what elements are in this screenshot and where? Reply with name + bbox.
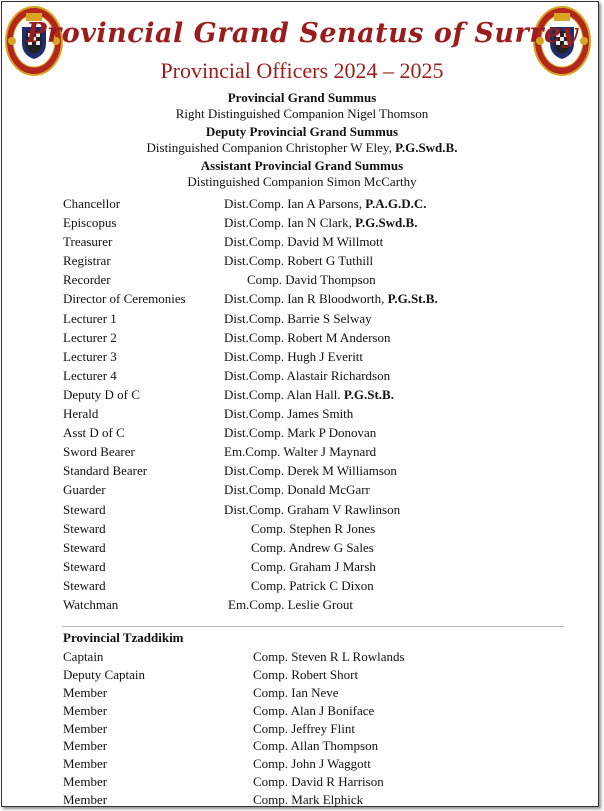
officer-row <box>0 385 604 404</box>
tzaddikim-role: Member <box>63 702 108 718</box>
officer-row <box>0 289 604 308</box>
tzaddikim-name: Comp. David R Harrison <box>253 774 384 790</box>
tzaddikim-row <box>0 702 604 720</box>
officer-role: Lecturer 1 <box>63 310 117 326</box>
officer-row <box>0 538 604 557</box>
officer-role: Watchman <box>63 596 119 612</box>
officer-role: Episcopus <box>63 215 117 231</box>
tzaddikim-row <box>0 684 604 702</box>
officer-name: Dist.Comp. Graham V Rawlinson <box>224 501 401 517</box>
officer-name: Em.Comp. Leslie Grout <box>228 596 353 612</box>
tzaddikim-role: Member <box>63 684 108 700</box>
head-name: Distinguished Companion Christopher W Eley, P.G.Swd.B. <box>146 140 458 155</box>
officer-role: Lecturer 4 <box>63 367 117 383</box>
officer-row <box>0 328 604 347</box>
tzaddikim-row <box>0 773 604 791</box>
officer-name: Dist.Comp. Robert M Anderson <box>224 329 391 345</box>
tzaddikim-row <box>0 737 604 755</box>
officer-role: Chancellor <box>63 196 121 211</box>
head-assistant-summus <box>0 158 604 190</box>
tzaddikim-role: Member <box>63 792 108 808</box>
officer-row <box>0 404 604 423</box>
officer-role: Recorder <box>63 272 111 288</box>
officer-name: Comp. Graham J Marsh <box>251 558 376 574</box>
tzaddikim-name: Comp. Allan Thompson <box>253 738 379 754</box>
head-deputy-summus <box>0 124 604 156</box>
head-title: Provincial Grand Summus <box>227 90 377 105</box>
officer-role: Steward <box>63 577 106 593</box>
officer-role: Sword Bearer <box>63 444 135 460</box>
officer-role: Steward <box>63 501 106 517</box>
officer-name: Comp. Patrick C Dixon <box>251 577 374 593</box>
officer-row <box>0 194 604 213</box>
officer-role: Lecturer 2 <box>63 329 117 345</box>
officer-row <box>0 270 604 289</box>
officer-row <box>0 232 604 251</box>
officer-role: Standard Bearer <box>63 463 148 479</box>
tzaddikim-name: Comp. Steven R L Rowlands <box>253 649 405 664</box>
officer-row <box>0 366 604 385</box>
officer-row <box>0 576 604 595</box>
tzaddikim-role: Captain <box>63 649 104 664</box>
officer-row <box>0 213 604 232</box>
officer-name: Comp. David Thompson <box>247 272 376 288</box>
tzaddikim-role: Member <box>63 756 108 772</box>
head-title: Deputy Provincial Grand Summus <box>205 124 399 139</box>
officer-row <box>0 309 604 328</box>
officer-role: Steward <box>63 558 106 574</box>
tzaddikim-row <box>0 648 604 666</box>
officer-role: Lecturer 3 <box>63 348 117 364</box>
head-summus <box>0 90 604 122</box>
officer-row <box>0 500 604 519</box>
tzaddikim-role: Deputy Captain <box>63 666 145 682</box>
officer-row <box>0 519 604 538</box>
officer-name: Dist.Comp. Mark P Donovan <box>224 425 377 441</box>
tzaddikim-list <box>0 648 604 809</box>
tzaddikim-name: Comp. Alan J Boniface <box>253 702 375 718</box>
officer-name: Dist.Comp. Alastair Richardson <box>224 367 391 383</box>
tzaddikim-row <box>0 720 604 738</box>
head-name: Right Distinguished Companion Nigel Thomson <box>175 106 429 121</box>
head-title: Assistant Provincial Grand Summus <box>200 158 404 173</box>
officer-role: Director of Ceremonies <box>63 291 186 307</box>
tzaddikim-row <box>0 755 604 773</box>
officer-name: Dist.Comp. Ian A Parsons, P.A.G.D.C. <box>224 196 427 211</box>
tzaddikim-role: Member <box>63 738 108 754</box>
officer-name: Dist.Comp. Derek M Williamson <box>224 463 397 479</box>
officer-name: Dist.Comp. Ian R Bloodworth, P.G.St.B. <box>224 291 438 307</box>
officer-name: Dist.Comp. James Smith <box>224 406 354 422</box>
officers-list <box>0 194 604 614</box>
officer-role: Registrar <box>63 253 111 269</box>
tzaddikim-row <box>0 791 604 809</box>
officer-row <box>0 595 604 614</box>
officer-name: Dist.Comp. David M Willmott <box>224 234 384 250</box>
officer-name: Em.Comp. Walter J Maynard <box>224 444 377 460</box>
officer-row <box>0 557 604 576</box>
tzaddikim-name: Comp. Robert Short <box>253 666 359 682</box>
officer-row <box>0 251 604 270</box>
tzaddikim-name: Comp. Ian Neve <box>253 684 339 700</box>
tzaddikim-name: Comp. Jeffrey Flint <box>253 720 355 736</box>
officer-name: Dist.Comp. Alan Hall. P.G.St.B. <box>224 386 394 402</box>
officer-role: Treasurer <box>63 234 113 250</box>
page-subtitle: Provincial Officers 2024 – 2025 <box>160 58 444 83</box>
page-title: Provincial Grand Senatus of Surrey <box>26 18 578 49</box>
officer-row <box>0 461 604 480</box>
tzaddikim-heading: Provincial Tzaddikim <box>63 630 184 645</box>
tzaddikim-name: Comp. Mark Elphick <box>253 792 364 808</box>
head-name: Distinguished Companion Simon McCarthy <box>187 174 417 189</box>
section-divider <box>62 626 564 627</box>
officer-role: Guarder <box>63 482 106 498</box>
officer-role: Steward <box>63 539 106 555</box>
officer-name: Comp. Stephen R Jones <box>251 520 376 536</box>
officer-row <box>0 347 604 366</box>
officer-name: Dist.Comp. Robert G Tuthill <box>224 253 374 269</box>
officer-role: Herald <box>63 406 99 422</box>
officer-name: Comp. Andrew G Sales <box>251 539 374 555</box>
officer-name: Dist.Comp. Donald McGarr <box>224 482 370 498</box>
officer-row <box>0 423 604 442</box>
tzaddikim-name: Comp. John J Waggott <box>253 756 371 772</box>
officer-row <box>0 442 604 461</box>
officer-name: Dist.Comp. Ian N Clark, P.G.Swd.B. <box>224 215 418 231</box>
officer-role: Steward <box>63 520 106 536</box>
tzaddikim-row <box>0 666 604 684</box>
officer-name: Dist.Comp. Barrie S Selway <box>224 310 372 326</box>
officer-role: Asst D of C <box>63 425 125 441</box>
tzaddikim-role: Member <box>63 720 108 736</box>
tzaddikim-role: Member <box>63 774 108 790</box>
officer-role: Deputy D of C <box>63 386 140 402</box>
officer-name: Dist.Comp. Hugh J Everitt <box>224 348 364 364</box>
officer-row <box>0 480 604 499</box>
